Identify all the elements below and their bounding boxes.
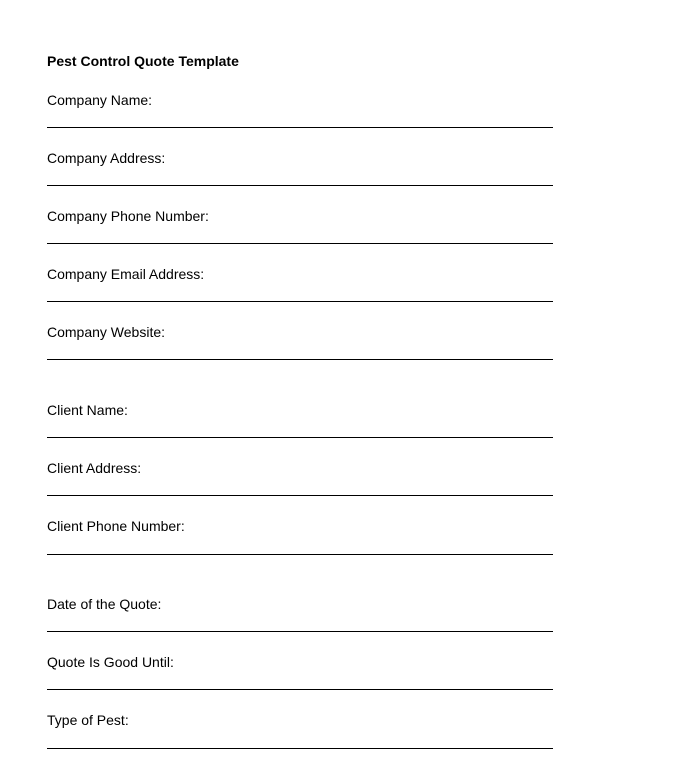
- fill-in-line[interactable]: [47, 689, 553, 690]
- field-label: Company Email Address:: [47, 266, 205, 282]
- field-label: Client Address:: [47, 460, 142, 476]
- fill-in-line[interactable]: [47, 301, 553, 302]
- field-label: Company Address:: [47, 150, 166, 166]
- fill-in-line[interactable]: [47, 748, 553, 749]
- document-title: Pest Control Quote Template: [47, 53, 239, 69]
- fill-in-line[interactable]: [47, 631, 553, 632]
- field-label: Client Phone Number:: [47, 518, 185, 534]
- field-label: Company Name:: [47, 92, 153, 108]
- fill-in-line[interactable]: [47, 243, 553, 244]
- fill-in-line[interactable]: [47, 359, 553, 360]
- field-label: Date of the Quote:: [47, 596, 162, 612]
- fill-in-line[interactable]: [47, 127, 553, 128]
- field-label: Company Phone Number:: [47, 208, 209, 224]
- fill-in-line[interactable]: [47, 554, 553, 555]
- field-label: Client Name:: [47, 402, 128, 418]
- fill-in-line[interactable]: [47, 185, 553, 186]
- fill-in-line[interactable]: [47, 437, 553, 438]
- field-label: Type of Pest:: [47, 712, 129, 728]
- fill-in-line[interactable]: [47, 495, 553, 496]
- field-label: Quote Is Good Until:: [47, 654, 174, 670]
- field-label: Company Website:: [47, 324, 166, 340]
